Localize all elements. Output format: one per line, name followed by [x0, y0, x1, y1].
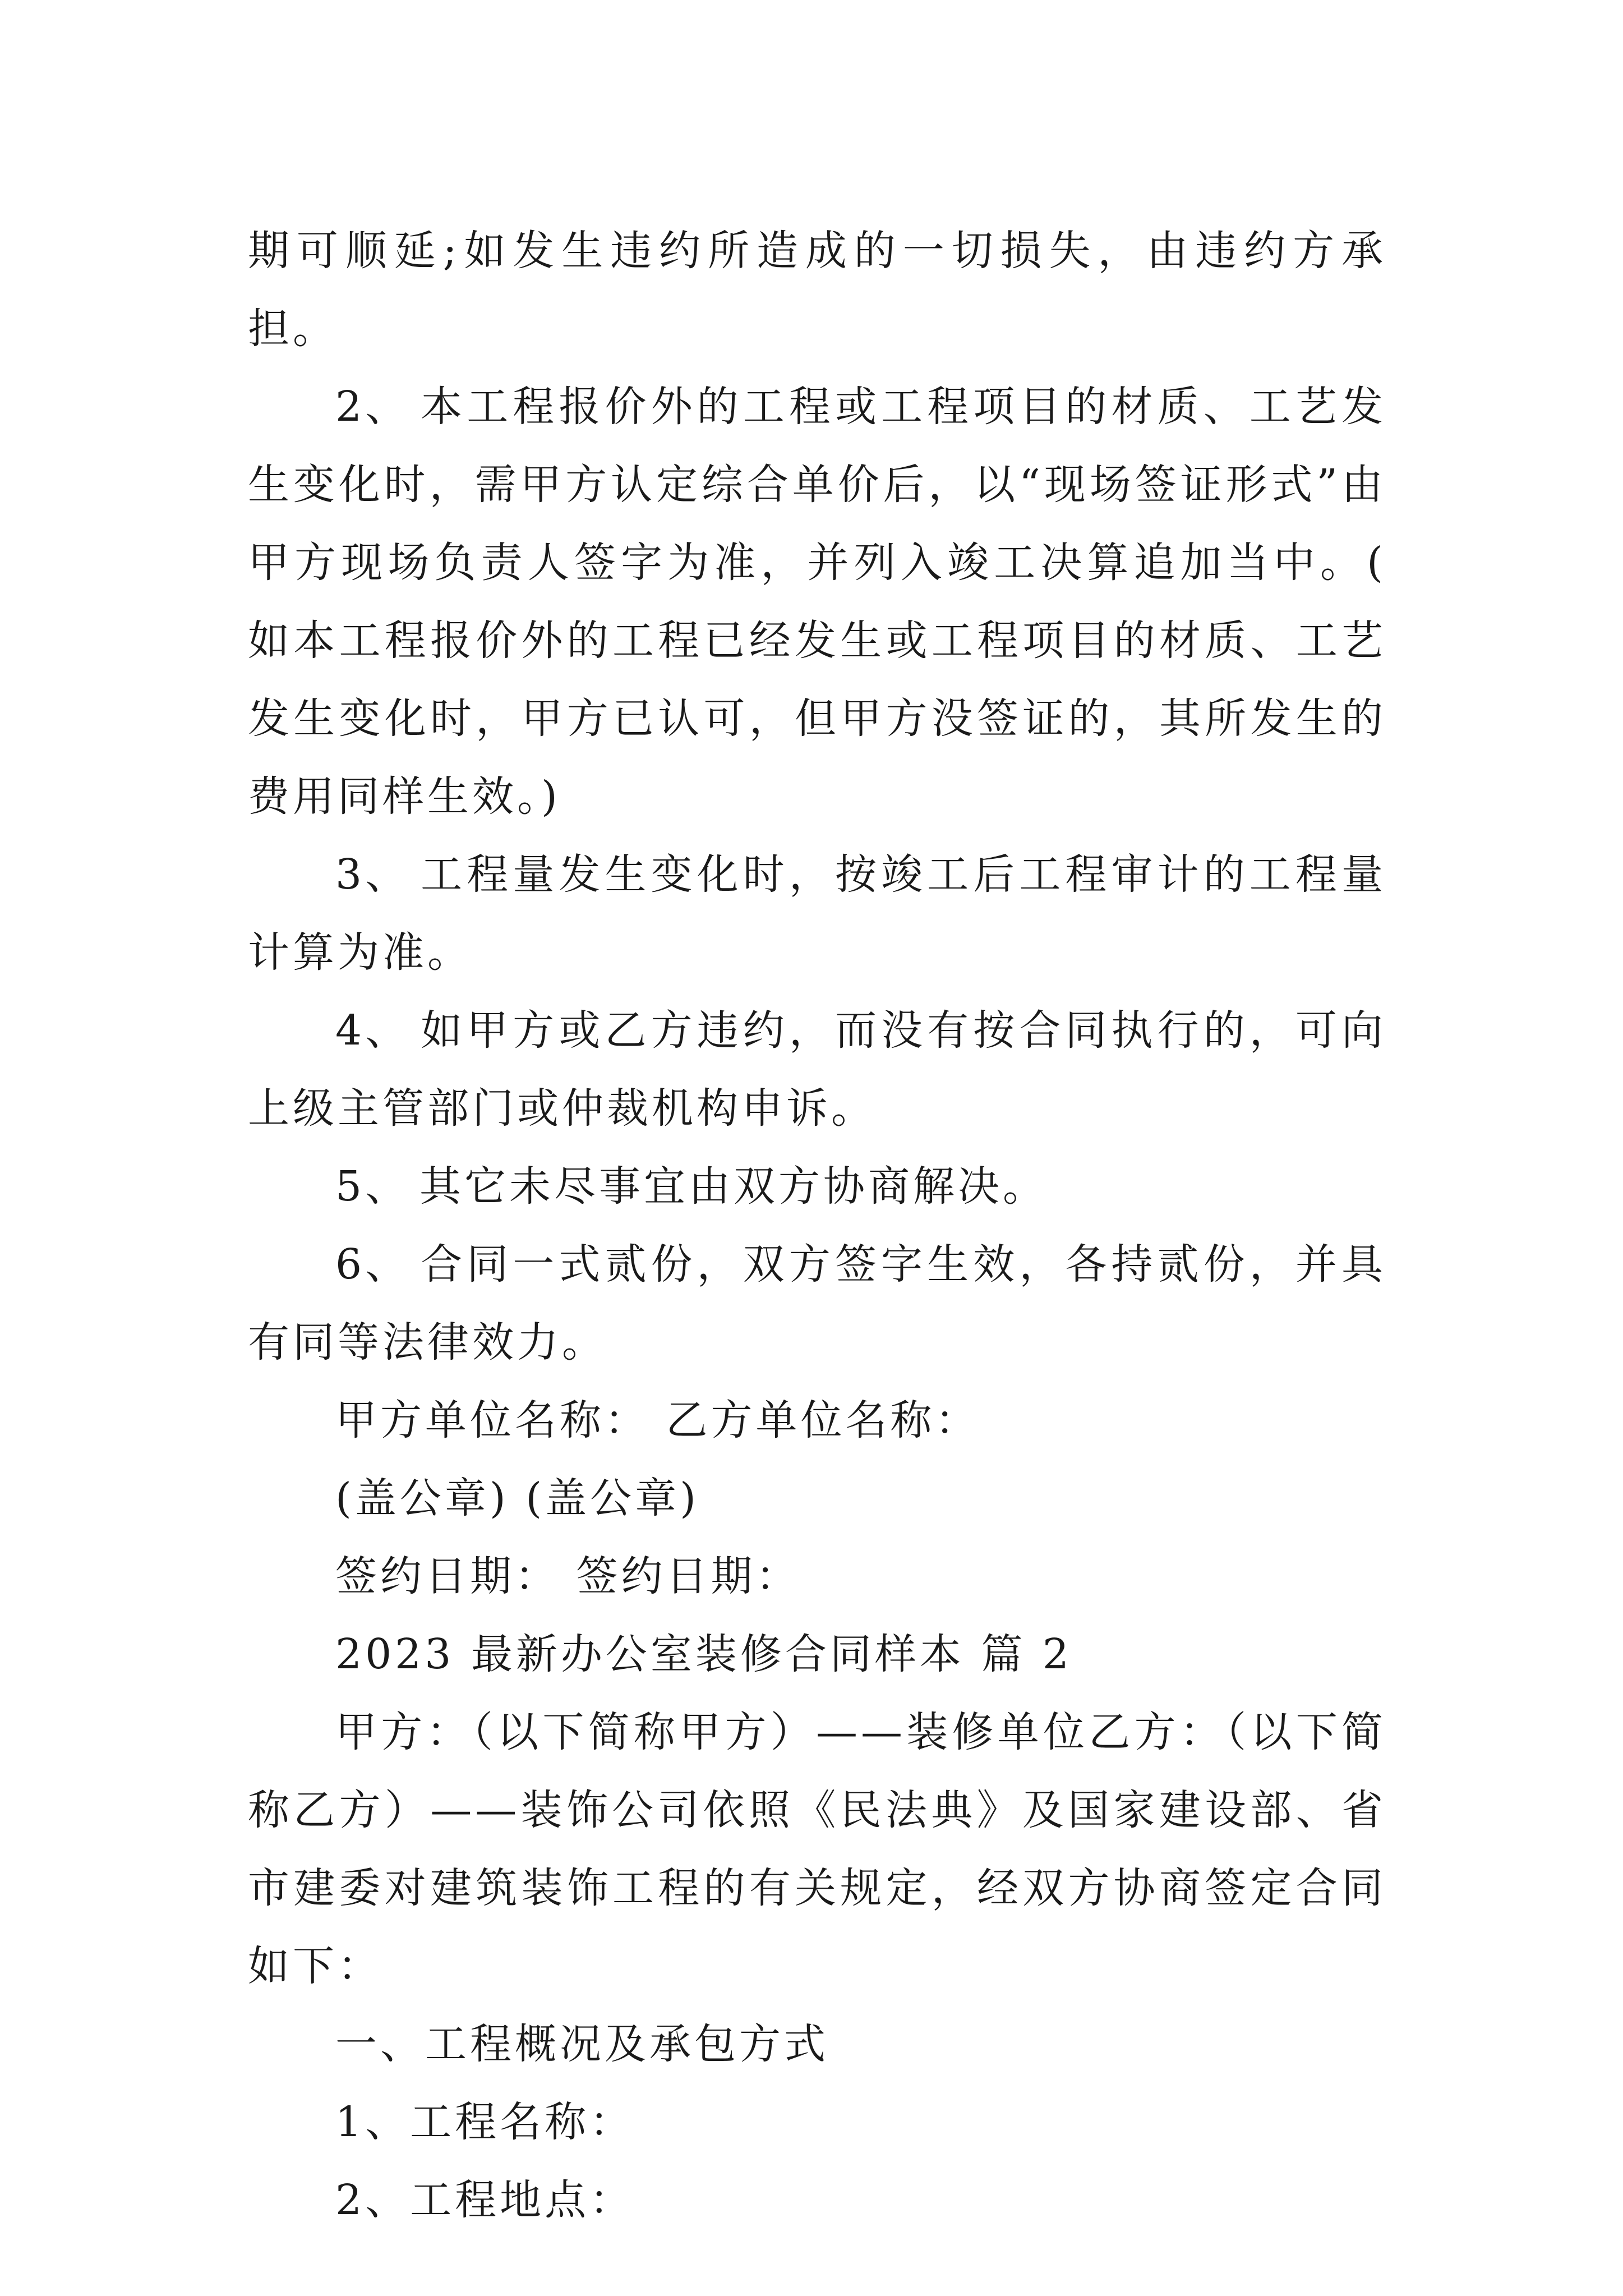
clause-2	[248, 368, 1386, 836]
paragraph-text: 甲方：（以下简称甲方）——装修单位乙方：（以下简称乙方）——装饰公司依照《民法典》及国家建设部、省市建委对建筑装饰工程的有关规定，经双方协商签定合同如下：	[248, 1708, 1386, 1990]
signature-party-names	[248, 1382, 1386, 1460]
signature-seals	[248, 1460, 1386, 1538]
clause-number: 2、	[335, 383, 411, 431]
heading-text: 2023 最新办公室装修合同样本 篇 2	[335, 1630, 1072, 1678]
clause-5	[248, 1148, 1386, 1226]
clause-4	[248, 992, 1386, 1148]
field-label: 1、工程名称：	[335, 2098, 635, 2146]
clause-text: 其它未尽事宜由双方协商解决。	[419, 1162, 1048, 1211]
article-heading	[248, 2005, 1386, 2083]
contract-preamble	[248, 1694, 1386, 2005]
clause-3	[248, 836, 1386, 992]
clause-text: 如甲方或乙方违约，而没有按合同执行的，可向上级主管部门或仲裁机构申诉。	[248, 1006, 1386, 1133]
clause-6	[248, 1226, 1386, 1382]
project-location-line	[248, 2161, 1386, 2239]
clause-number: 3、	[335, 850, 411, 899]
section-heading	[248, 1616, 1386, 1694]
document-body	[248, 212, 1386, 2239]
heading-text: 一、工程概况及承包方式	[335, 2020, 829, 2068]
signature-line: 甲方单位名称： 乙方单位名称：	[335, 1396, 980, 1444]
clause-text: 本工程报价外的工程或工程项目的材质、工艺发生变化时，需甲方认定综合单价后，以“现场签证形式”由甲方现场负责人签字为准，并列入竣工决算追加当中。( 如本工程报价外的工程已经发生或工程项目的材质、工艺发生变化时，甲方已认可，但甲方没签证的，其所发生的费用同样生效。)	[248, 383, 1386, 821]
clause-number: 5、	[335, 1162, 411, 1211]
signature-line: (盖公章) (盖公章)	[335, 1474, 700, 1522]
paragraph-continuation	[248, 212, 1386, 368]
clause-number: 6、	[335, 1240, 411, 1289]
signature-dates	[248, 1538, 1386, 1616]
signature-line: 签约日期： 签约日期：	[335, 1552, 801, 1600]
clause-text: 工程量发生变化时，按竣工后工程审计的工程量计算为准。	[248, 850, 1386, 977]
paragraph-text: 期可顺延;如发生违约所造成的一切损失，由违约方承担。	[248, 227, 1386, 353]
project-name-line	[248, 2083, 1386, 2161]
field-label: 2、工程地点：	[335, 2176, 635, 2224]
clause-text: 合同一式贰份，双方签字生效，各持贰份，并具有同等法律效力。	[248, 1240, 1386, 1366]
clause-number: 4、	[335, 1006, 411, 1055]
